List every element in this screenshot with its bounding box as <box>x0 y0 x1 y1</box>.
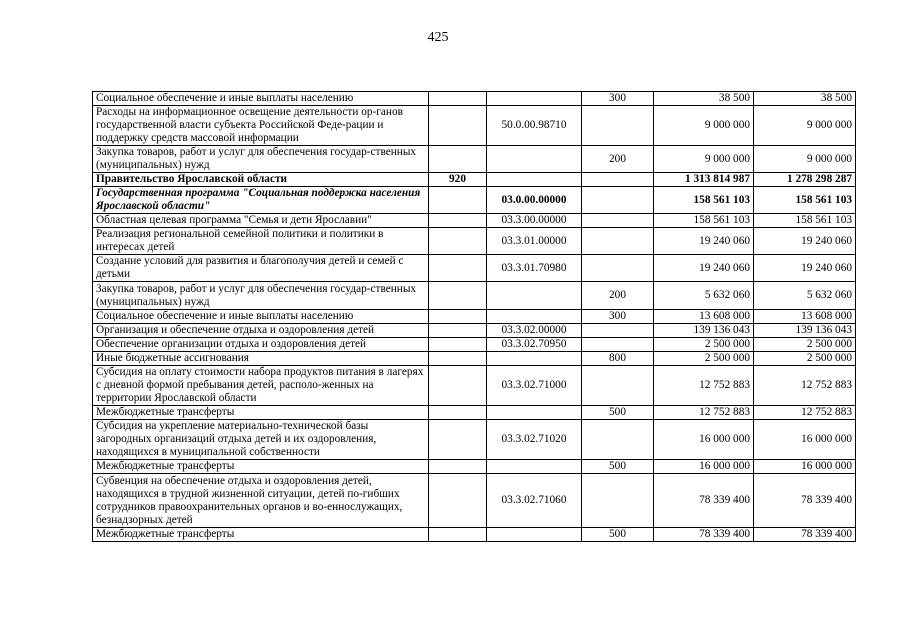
row-department-cell <box>429 366 487 406</box>
row-amount-2-cell: 16 000 000 <box>754 420 856 460</box>
row-amount-1-cell: 38 500 <box>654 92 754 106</box>
row-name-cell: Социальное обеспечение и иные выплаты населению <box>93 92 429 106</box>
row-amount-2-cell: 158 561 103 <box>754 214 856 228</box>
row-amount-1-cell: 158 561 103 <box>654 187 754 214</box>
row-expense-type-cell <box>582 255 654 282</box>
table-row <box>93 420 856 460</box>
table-row <box>93 310 856 324</box>
row-code-cell <box>487 406 582 420</box>
row-amount-2-cell: 12 752 883 <box>754 406 856 420</box>
row-amount-1-cell: 139 136 043 <box>654 324 754 338</box>
row-code-cell: 03.3.02.71020 <box>487 420 582 460</box>
row-name-cell: Субсидия на оплату стоимости набора продуктов питания в лагерях с дневной формой пребывания детей, располо-женных на территории Ярославской области <box>93 366 429 406</box>
row-amount-1-cell: 16 000 000 <box>654 460 754 474</box>
row-expense-type-cell: 300 <box>582 310 654 324</box>
budget-table-body <box>93 92 856 542</box>
row-code-cell: 03.3.02.71060 <box>487 474 582 528</box>
table-row <box>93 282 856 310</box>
row-code-cell <box>487 310 582 324</box>
row-name-cell: Иные бюджетные ассигнования <box>93 352 429 366</box>
table-row <box>93 352 856 366</box>
row-amount-1-cell: 78 339 400 <box>654 528 754 542</box>
row-expense-type-cell <box>582 366 654 406</box>
row-code-cell: 03.3.02.70950 <box>487 338 582 352</box>
row-amount-2-cell: 5 632 060 <box>754 282 856 310</box>
row-amount-2-cell: 78 339 400 <box>754 528 856 542</box>
row-amount-1-cell: 9 000 000 <box>654 146 754 173</box>
row-amount-2-cell: 78 339 400 <box>754 474 856 528</box>
row-department-cell <box>429 255 487 282</box>
row-code-cell: 03.3.02.71000 <box>487 366 582 406</box>
row-amount-2-cell: 2 500 000 <box>754 338 856 352</box>
row-code-cell <box>487 282 582 310</box>
row-department-cell <box>429 324 487 338</box>
row-amount-2-cell: 19 240 060 <box>754 255 856 282</box>
row-code-cell <box>487 146 582 173</box>
row-name-cell: Реализация региональной семейной политики и политики в интересах детей <box>93 228 429 255</box>
row-name-cell: Расходы на информационное освещение деятельности ор-ганов государственной власти субъекта Российской Феде-рации и поддержку средств массовой информации <box>93 106 429 146</box>
row-amount-1-cell: 2 500 000 <box>654 338 754 352</box>
row-expense-type-cell <box>582 173 654 187</box>
row-expense-type-cell <box>582 106 654 146</box>
row-amount-2-cell: 19 240 060 <box>754 228 856 255</box>
row-expense-type-cell: 800 <box>582 352 654 366</box>
row-department-cell <box>429 528 487 542</box>
row-expense-type-cell: 300 <box>582 92 654 106</box>
row-department-cell <box>429 460 487 474</box>
table-row <box>93 214 856 228</box>
row-expense-type-cell <box>582 474 654 528</box>
row-department-cell <box>429 214 487 228</box>
row-amount-1-cell: 1 313 814 987 <box>654 173 754 187</box>
row-code-cell: 03.3.01.70980 <box>487 255 582 282</box>
table-row <box>93 338 856 352</box>
row-name-cell: Правительство Ярославской области <box>93 173 429 187</box>
row-amount-2-cell: 12 752 883 <box>754 366 856 406</box>
row-name-cell: Межбюджетные трансферты <box>93 460 429 474</box>
row-name-cell: Межбюджетные трансферты <box>93 406 429 420</box>
budget-table <box>92 91 856 542</box>
row-code-cell: 50.0.00.98710 <box>487 106 582 146</box>
row-expense-type-cell: 200 <box>582 146 654 173</box>
row-department-cell <box>429 352 487 366</box>
table-row <box>93 228 856 255</box>
row-department-cell <box>429 338 487 352</box>
row-amount-2-cell: 9 000 000 <box>754 146 856 173</box>
row-amount-1-cell: 5 632 060 <box>654 282 754 310</box>
table-row <box>93 406 856 420</box>
row-name-cell: Субвенция на обеспечение отдыха и оздоровления детей, находящихся в трудной жизненной ситуации, детей по-гибших сотрудников правоохранительных органов и во-еннослужащих, безнадзорных детей <box>93 474 429 528</box>
row-amount-1-cell: 2 500 000 <box>654 352 754 366</box>
row-amount-1-cell: 78 339 400 <box>654 474 754 528</box>
table-row <box>93 146 856 173</box>
row-amount-1-cell: 19 240 060 <box>654 228 754 255</box>
row-code-cell: 03.3.00.00000 <box>487 214 582 228</box>
row-department-cell <box>429 106 487 146</box>
row-department-cell <box>429 310 487 324</box>
row-department-cell <box>429 187 487 214</box>
table-row <box>93 106 856 146</box>
row-code-cell: 03.3.02.00000 <box>487 324 582 338</box>
row-name-cell: Субсидия на укрепление материально-технической базы загородных организаций отдыха детей и их оздоровления, находящихся в муниципальной собственности <box>93 420 429 460</box>
row-amount-1-cell: 19 240 060 <box>654 255 754 282</box>
row-department-cell <box>429 92 487 106</box>
row-name-cell: Межбюджетные трансферты <box>93 528 429 542</box>
row-name-cell: Создание условий для развития и благополучия детей и семей с детьми <box>93 255 429 282</box>
row-amount-2-cell: 38 500 <box>754 92 856 106</box>
row-department-cell <box>429 406 487 420</box>
row-department-cell <box>429 420 487 460</box>
row-code-cell <box>487 460 582 474</box>
row-expense-type-cell <box>582 420 654 460</box>
row-amount-2-cell: 13 608 000 <box>754 310 856 324</box>
row-name-cell: Закупка товаров, работ и услуг для обеспечения государ-ственных (муниципальных) нужд <box>93 146 429 173</box>
row-name-cell: Социальное обеспечение и иные выплаты населению <box>93 310 429 324</box>
row-amount-1-cell: 13 608 000 <box>654 310 754 324</box>
table-row <box>93 173 856 187</box>
row-expense-type-cell <box>582 214 654 228</box>
row-expense-type-cell <box>582 324 654 338</box>
row-name-cell: Обеспечение организации отдыха и оздоровления детей <box>93 338 429 352</box>
table-row <box>93 324 856 338</box>
row-department-cell <box>429 146 487 173</box>
table-row <box>93 366 856 406</box>
table-row <box>93 528 856 542</box>
row-amount-2-cell: 16 000 000 <box>754 460 856 474</box>
row-expense-type-cell <box>582 187 654 214</box>
row-code-cell <box>487 528 582 542</box>
row-code-cell <box>487 173 582 187</box>
row-amount-1-cell: 158 561 103 <box>654 214 754 228</box>
row-code-cell <box>487 92 582 106</box>
row-department-cell: 920 <box>429 173 487 187</box>
row-amount-1-cell: 9 000 000 <box>654 106 754 146</box>
row-name-cell: Областная целевая программа "Семья и дети Ярославии" <box>93 214 429 228</box>
row-code-cell <box>487 352 582 366</box>
row-amount-1-cell: 16 000 000 <box>654 420 754 460</box>
row-name-cell: Закупка товаров, работ и услуг для обеспечения государ-ственных (муниципальных) нужд <box>93 282 429 310</box>
row-name-cell: Организация и обеспечение отдыха и оздоровления детей <box>93 324 429 338</box>
row-department-cell <box>429 474 487 528</box>
row-expense-type-cell: 500 <box>582 528 654 542</box>
row-amount-2-cell: 2 500 000 <box>754 352 856 366</box>
row-code-cell: 03.0.00.00000 <box>487 187 582 214</box>
row-code-cell: 03.3.01.00000 <box>487 228 582 255</box>
row-expense-type-cell <box>582 338 654 352</box>
page-number: 425 <box>427 30 449 45</box>
table-row <box>93 255 856 282</box>
row-expense-type-cell: 500 <box>582 406 654 420</box>
row-amount-2-cell: 158 561 103 <box>754 187 856 214</box>
row-amount-2-cell: 9 000 000 <box>754 106 856 146</box>
row-amount-2-cell: 1 278 298 287 <box>754 173 856 187</box>
table-row <box>93 460 856 474</box>
row-department-cell <box>429 228 487 255</box>
table-row <box>93 474 856 528</box>
row-amount-1-cell: 12 752 883 <box>654 406 754 420</box>
table-row <box>93 187 856 214</box>
row-name-cell: Государственная программа "Социальная поддержка населения Ярославской области" <box>93 187 429 214</box>
row-expense-type-cell <box>582 228 654 255</box>
row-department-cell <box>429 282 487 310</box>
row-amount-1-cell: 12 752 883 <box>654 366 754 406</box>
row-expense-type-cell: 200 <box>582 282 654 310</box>
row-expense-type-cell: 500 <box>582 460 654 474</box>
table-row <box>93 92 856 106</box>
row-amount-2-cell: 139 136 043 <box>754 324 856 338</box>
